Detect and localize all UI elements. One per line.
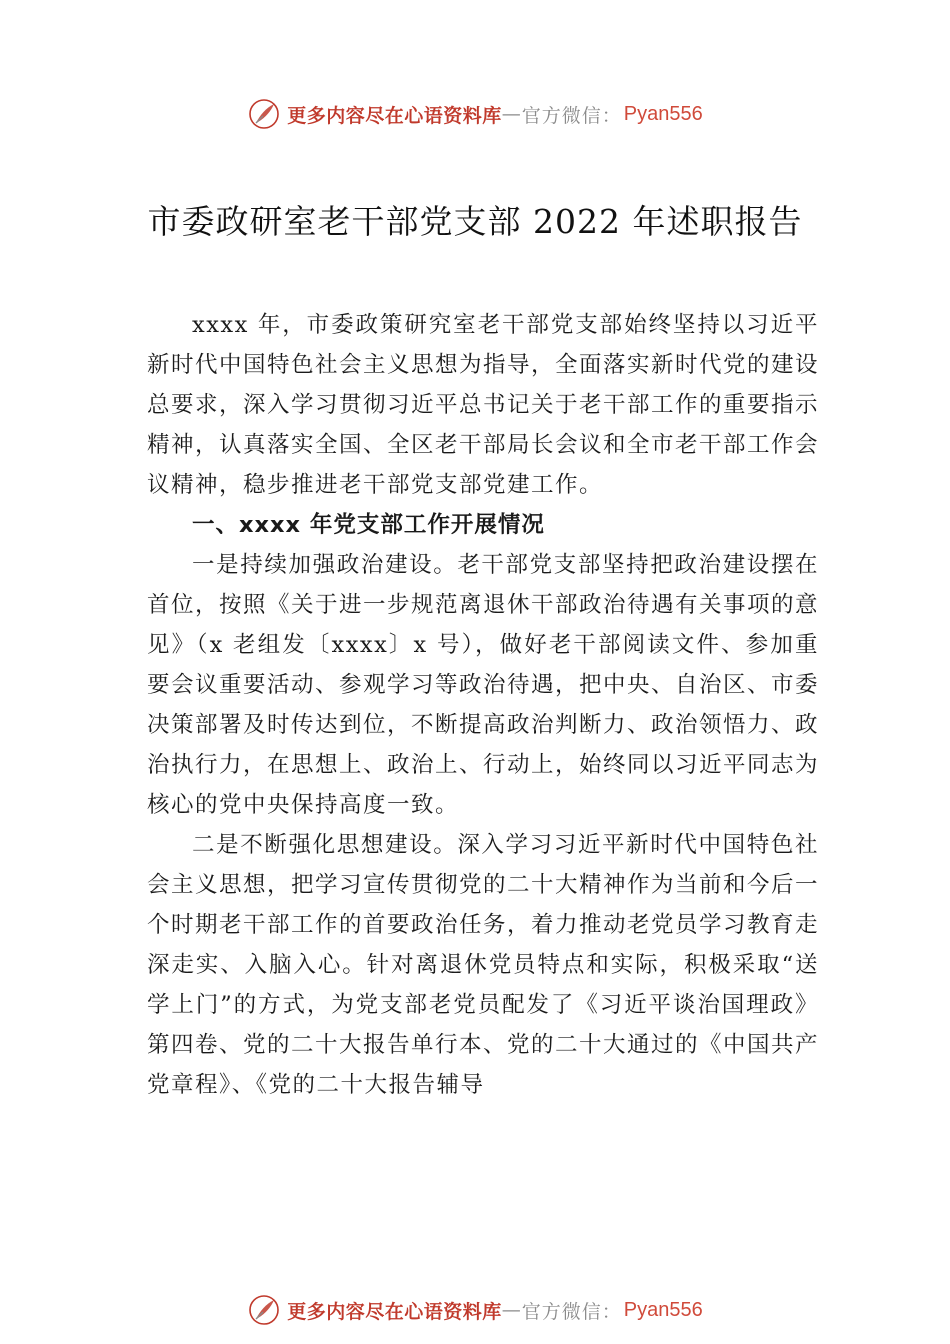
watermark-separator: — xyxy=(501,103,522,125)
section-heading: 一、xxxx 年党支部工作开展情况 xyxy=(192,512,545,538)
quill-pen-logo-icon xyxy=(247,97,281,131)
watermark-footer xyxy=(0,1290,950,1330)
intro-paragraph: xxxx 年，市委政策研究室老干部党支部始终坚持以习近平新时代中国特色社会主义思想为指导，全面落实新时代党的建设总要求，深入学习贯彻习近平总书记关于老干部工作的重要指示精神，认真落实全国、全区老干部局长会议和全市老干部工作会议精神，稳步推进老干部党支部党建工作。 xyxy=(147,312,820,498)
watermark-label: 官方微信： xyxy=(521,104,622,127)
paragraph-ideological: 二是不断强化思想建设。深入学习习近平新时代中国特色社会主义思想，把学习宣传贯彻党的二十大精神作为当前和今后一个时期老干部工作的首要政治任务，着力推动老党员学习教育走深走实、入脑入心。针对离退休党员特点和实际，积极采取“送学上门”的方式，为党支部老党员配发了《习近平谈治国理政》第四卷、党的二十大报告单行本、党的二十大通过的《中国共产党章程》、《党的二十大报告辅导 xyxy=(147,832,820,1098)
watermark-label: 官方微信： xyxy=(521,1300,622,1323)
watermark-separator: — xyxy=(501,1299,522,1321)
document-title: 市委政研室老干部党支部 2022 年述职报告 xyxy=(147,202,803,241)
watermark-header xyxy=(0,94,950,134)
document-body xyxy=(147,305,819,1105)
quill-pen-logo-icon xyxy=(247,1293,281,1327)
watermark-brand-text: 更多内容尽在心语资料库 xyxy=(287,104,502,127)
watermark-brand-text: 更多内容尽在心语资料库 xyxy=(287,1300,502,1323)
paragraph-political: 一是持续加强政治建设。老干部党支部坚持把政治建设摆在首位，按照《关于进一步规范离退休干部政治待遇有关事项的意见》（x 老组发〔xxxx〕x 号），做好老干部阅读文件、参加重要会议重要活动、参观学习等政治待遇，把中央、自治区、市委决策部署及时传达到位，不断提高政治判断力、政治领悟力、政治执行力，在思想上、政治上、行动上，始终同以习近平同志为核心的党中央保持高度一致。 xyxy=(147,552,820,818)
watermark-account: Pyan556 xyxy=(623,1298,703,1321)
watermark-account: Pyan556 xyxy=(623,102,703,125)
